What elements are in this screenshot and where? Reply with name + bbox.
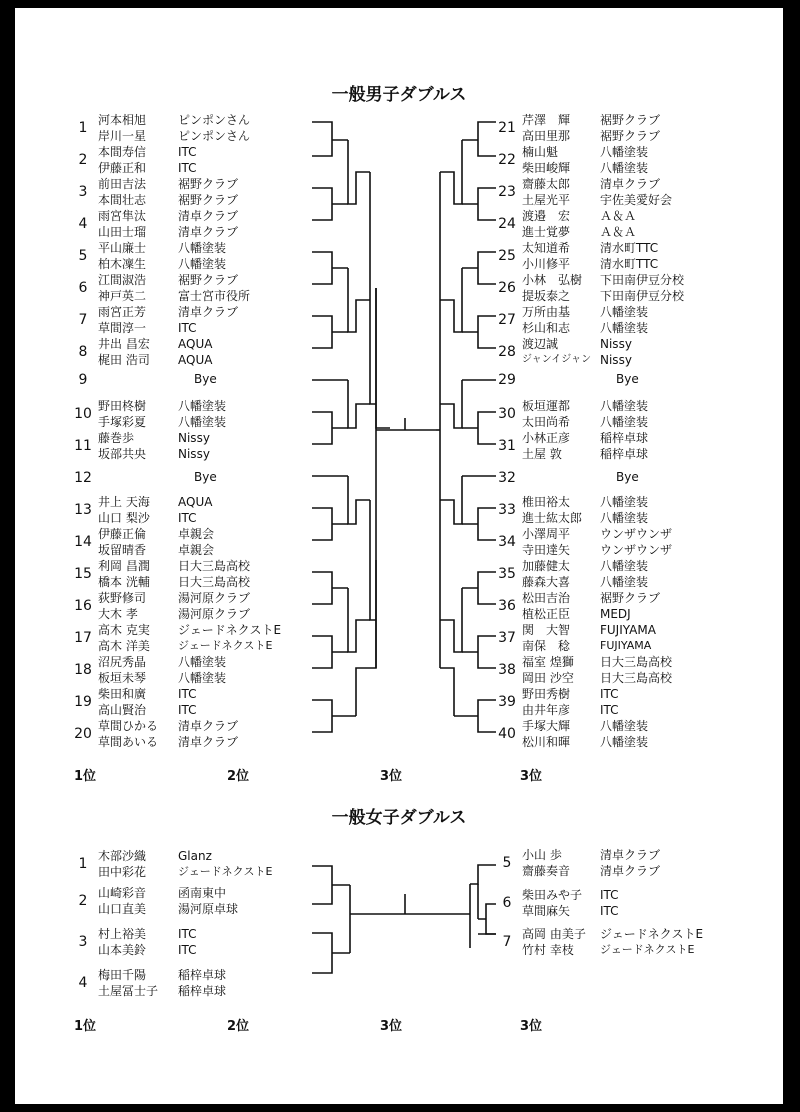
club-name: ITC [178,511,197,525]
entry-number: 22 [498,152,516,168]
player-name: 土屋 敦 [522,447,562,461]
bracket-line [470,884,478,948]
player-name: 荻野修司 [98,591,147,605]
bracket-line [348,476,370,524]
player-name: 雨宮隼汰 [98,209,147,223]
player-name: 山口 梨沙 [98,511,150,525]
bracket-line [348,268,370,332]
player-name: 楠山魁 [522,145,559,159]
player-name: 山田士瑠 [98,225,147,239]
club-name: 富士宮市役所 [178,289,251,303]
club-name: ウンザウンザ [600,527,673,541]
player-name: 板垣未琴 [98,671,147,685]
entry-number: 34 [498,534,516,550]
entry-number: 37 [498,630,516,646]
entry-number: 7 [502,934,512,950]
player-name: 提坂泰之 [522,289,571,303]
club-name: ジェードネクストE [600,927,704,941]
men-footer-2nd: 2位 [227,769,250,784]
player-name: 利岡 昌潤 [98,559,150,573]
entry-number: 18 [74,662,92,678]
club-name: 八幡塗装 [600,735,649,749]
player-name: 山口直美 [98,902,147,916]
club-name: 清卓クラブ [178,719,239,733]
men-doubles-title: 一般男子ダブルス [331,85,467,105]
player-name: 椎田裕太 [522,495,571,509]
club-name: 裾野クラブ [600,113,661,127]
bracket-line [312,636,348,668]
player-name: 伊藤正和 [98,161,147,175]
club-name: ジェードネクストE [178,865,273,878]
club-name: 八幡塗装 [178,257,227,271]
club-name: Nissy [600,353,632,367]
club-name: 稲梓卓球 [600,431,649,445]
club-name: 下田南伊豆分校 [600,289,685,303]
entry-number: 1 [78,120,88,136]
bracket-line [312,700,356,732]
player-name: 井上 天海 [98,495,150,509]
entry-number: 25 [498,248,516,264]
entry-number: 33 [498,502,516,518]
player-name: 加藤健太 [522,559,571,573]
player-name: 平山廉士 [98,241,147,255]
player-name: 高山賢治 [98,703,147,717]
player-name: 藤森大喜 [522,575,571,589]
entry-number: 10 [74,406,92,422]
club-name: 八幡塗装 [600,719,649,733]
player-name: 雨宮正芳 [98,305,147,319]
entry-number: 27 [498,312,516,328]
player-name: 小林 弘樹 [522,273,583,287]
entry-number: 4 [78,975,88,991]
player-name: 本間壮志 [98,193,147,207]
bracket-line [312,316,348,348]
club-name: FUJIYAMA [600,639,652,652]
entry-number: 2 [78,152,88,168]
club-name: 八幡塗装 [178,241,227,255]
player-name: 土屋冨士子 [98,984,159,998]
bracket-line [312,252,348,284]
club-name: 清水町TTC [600,257,659,271]
club-name: ITC [178,927,197,941]
club-name: 湯河原クラブ [178,591,251,605]
women-doubles-title: 一般女子ダブルス [331,808,467,828]
entry-number: 21 [498,120,516,136]
bye-label: Bye [616,470,639,484]
player-name: 山本美鈴 [98,943,147,957]
bracket-line [356,500,376,716]
player-name: ジャンイジャン [522,354,592,365]
club-name: ITC [178,145,197,159]
club-name: 八幡塗装 [600,161,649,175]
club-name: Nissy [178,447,210,461]
player-name: 板垣運都 [522,399,571,413]
player-name: 関 大智 [522,623,571,637]
bracket-line [312,933,350,973]
entry-number: 7 [78,312,88,328]
player-name: 柴田みや子 [522,888,583,902]
club-name: ウンザウンザ [600,543,673,557]
entry-number: 12 [74,470,92,486]
player-name: 竹村 幸枝 [522,943,574,957]
club-name: ピンポンさん [178,113,251,127]
bracket-line [312,508,348,540]
player-name: 河本相旭 [98,113,147,127]
bracket-line [440,476,462,524]
entry-number: 1 [78,856,88,872]
club-name: 裾野クラブ [178,273,239,287]
club-name: 清卓クラブ [600,848,661,862]
bracket-line [312,412,348,444]
club-name: ITC [178,687,197,701]
bracket-line [312,122,348,156]
player-name: 坂留晴香 [98,543,147,557]
bracket-lines [15,8,783,1104]
player-name: 柴田峻輝 [522,161,571,175]
player-name: 杉山和志 [522,321,571,335]
club-name: 裾野クラブ [178,193,239,207]
club-name: 湯河原クラブ [178,607,251,621]
club-name: 日大三島高校 [600,655,673,669]
player-name: 小川修平 [522,257,571,271]
player-name: 野田秀樹 [522,687,571,701]
club-name: 八幡塗装 [600,145,649,159]
club-name: Nissy [600,337,632,351]
club-name: 八幡塗装 [600,511,649,525]
player-name: 渡辺誠 [522,337,559,351]
men-footer-3rd-a: 3位 [380,769,403,784]
club-name: 八幡塗装 [600,321,649,335]
entry-number: 39 [498,694,516,710]
bracket-line [462,572,496,604]
player-name: 柏木凜生 [98,257,147,271]
bracket-line [462,252,496,284]
player-name: 大木 孝 [98,607,138,621]
player-name: 松川和暉 [522,735,571,749]
entry-number: 32 [498,470,516,486]
bracket-line [462,316,496,348]
women-footer-1st: 1位 [74,1019,97,1034]
entry-number: 29 [498,372,516,388]
entry-number: 26 [498,280,516,296]
entry-number: 28 [498,344,516,360]
player-name: 小澤周平 [522,527,571,541]
club-name: 清卓クラブ [178,209,239,223]
bye-label: Bye [616,372,639,386]
player-name: 野田柊樹 [98,399,147,413]
club-name: ITC [600,888,619,902]
entry-number: 31 [498,438,516,454]
player-name: 手塚大輝 [522,719,571,733]
player-name: 岸川一星 [98,129,147,143]
entry-number: 8 [78,344,88,360]
club-name: 八幡塗装 [600,415,649,429]
player-name: 万所由基 [522,305,571,319]
bracket-sheet [15,8,783,1104]
club-name: ITC [600,703,619,717]
player-name: 坂部共央 [98,447,147,461]
entry-number: 30 [498,406,516,422]
entry-number: 24 [498,216,516,232]
player-name: 田中彩花 [98,865,147,879]
club-name: AQUA [178,495,213,509]
men-footer-3rd-b: 3位 [520,769,543,784]
entry-number: 17 [74,630,92,646]
player-name: 福室 煌獅 [522,655,574,669]
player-name: 松田吉治 [522,591,571,605]
bracket-line [370,172,390,428]
club-name: 八幡塗装 [178,655,227,669]
bracket-line [470,865,496,884]
bracket-line [348,380,370,428]
entry-number: 9 [78,372,88,388]
entry-number: 6 [78,280,88,296]
bracket-line [440,380,462,428]
bracket-line [348,588,370,652]
bracket-line [462,508,496,540]
bracket-line [462,636,496,668]
entry-number: 5 [78,248,88,264]
club-name: 清卓クラブ [600,864,661,878]
club-name: Glanz [178,849,212,863]
player-name: 井出 昌宏 [98,337,150,351]
player-name: 草間麻矢 [522,904,571,918]
player-name: 齋藤太郎 [522,177,571,191]
player-name: 前田吉法 [98,177,147,191]
player-name: 進士紘太郎 [522,511,583,525]
entry-number: 16 [74,598,92,614]
player-name: 進士覚夢 [522,225,571,239]
entry-number: 36 [498,598,516,614]
club-name: 日大三島高校 [178,559,251,573]
club-name: Ａ＆Ａ [600,225,637,239]
bracket-line [440,588,462,652]
club-name: 八幡塗装 [600,305,649,319]
club-name: 湯河原卓球 [178,902,239,916]
entry-number: 14 [74,534,92,550]
player-name: 太知道希 [522,241,571,255]
entry-number: 15 [74,566,92,582]
club-name: ITC [178,703,197,717]
club-name: 函南東中 [178,886,227,900]
player-name: 江間淑浩 [98,273,147,287]
club-name: ITC [178,161,197,175]
player-name: 高田里那 [522,129,571,143]
bye-label: Bye [194,372,217,386]
player-name: 柴田和廣 [98,687,147,701]
player-name: 渡邉 宏 [522,209,571,223]
bracket-line [440,268,462,332]
player-name: 植松正臣 [522,607,571,621]
player-name: 土屋光平 [522,193,571,207]
player-name: 寺田達矢 [522,543,571,557]
player-name: 草間あいる [98,735,159,749]
bracket-line [312,188,348,220]
bracket-line [462,188,496,220]
club-name: 下田南伊豆分校 [600,273,685,287]
entry-number: 4 [78,216,88,232]
men-footer-1st: 1位 [74,769,97,784]
club-name: MEDJ [600,607,631,621]
player-name: 芹澤 輝 [522,113,571,127]
club-name: AQUA [178,353,213,367]
player-name: 高木 洋美 [98,639,150,653]
bracket-line [312,866,350,904]
club-name: 裾野クラブ [178,177,239,191]
club-name: Ａ＆Ａ [600,209,637,223]
club-name: 清卓クラブ [178,225,239,239]
club-name: ピンポンさん [178,129,251,143]
club-name: 卓親会 [178,543,215,557]
bracket-line [440,140,462,204]
club-name: 稲梓卓球 [600,447,649,461]
club-name: 日大三島高校 [600,671,673,685]
bye-label: Bye [194,470,217,484]
club-name: ITC [178,321,197,335]
bracket-line [348,140,370,204]
women-footer-3rd-b: 3位 [520,1019,543,1034]
club-name: 卓親会 [178,527,215,541]
club-name: 八幡塗装 [600,495,649,509]
club-name: 稲梓卓球 [178,968,227,982]
club-name: FUJIYAMA [600,623,656,637]
club-name: 宇佐美愛好会 [600,193,673,207]
entry-number: 3 [78,934,88,950]
player-name: 高木 克実 [98,623,150,637]
entry-number: 35 [498,566,516,582]
entry-number: 20 [74,726,92,742]
entry-number: 2 [78,893,88,909]
player-name: 小山 歩 [522,848,562,862]
club-name: 八幡塗装 [600,559,649,573]
club-name: 八幡塗装 [600,399,649,413]
entry-number: 3 [78,184,88,200]
entry-number: 6 [502,895,512,911]
player-name: 梅田千陽 [98,968,147,982]
player-name: 橋本 洸輔 [98,575,150,589]
bracket-line [440,172,454,716]
player-name: 山崎彩音 [98,886,147,900]
player-name: 太田尚希 [522,415,571,429]
club-name: ジェードネクストE [600,943,695,956]
club-name: ジェードネクストE [178,639,273,652]
player-name: 伊藤正倫 [98,527,147,541]
bracket-line [478,904,496,934]
club-name: 清卓クラブ [178,305,239,319]
club-name: 八幡塗装 [600,575,649,589]
women-footer-2nd: 2位 [227,1019,250,1034]
club-name: 日大三島高校 [178,575,251,589]
club-name: 八幡塗装 [178,399,227,413]
player-name: 村上裕美 [98,927,147,941]
club-name: 裾野クラブ [600,129,661,143]
club-name: 八幡塗装 [178,671,227,685]
bracket-line [454,700,496,732]
club-name: ITC [178,943,197,957]
club-name: 稲梓卓球 [178,984,227,998]
player-name: 由井年彦 [522,703,571,717]
player-name: 岡田 沙空 [522,671,574,685]
player-name: 神戸英二 [98,289,147,303]
player-name: 齋藤奏音 [522,864,571,878]
entry-number: 11 [74,438,92,454]
player-name: 藤巻歩 [98,431,135,445]
club-name: 裾野クラブ [600,591,661,605]
player-name: 南保 稔 [522,639,571,653]
club-name: ジェードネクストE [178,623,282,637]
entry-number: 38 [498,662,516,678]
bracket-line [462,412,496,444]
player-name: 木部沙織 [98,849,147,863]
entry-number: 23 [498,184,516,200]
club-name: 清卓クラブ [178,735,239,749]
entry-number: 19 [74,694,92,710]
club-name: ITC [600,904,619,918]
player-name: 高岡 由美子 [522,927,586,941]
player-name: 梶田 浩司 [98,353,150,367]
player-name: 小林正彦 [522,431,571,445]
bracket-line [350,885,470,953]
women-footer-3rd-a: 3位 [380,1019,403,1034]
club-name: AQUA [178,337,213,351]
club-name: 清水町TTC [600,241,659,255]
bracket-line [462,122,496,156]
club-name: ITC [600,687,619,701]
club-name: 清卓クラブ [600,177,661,191]
club-name: Nissy [178,431,210,445]
player-name: 沼尻秀晶 [98,655,147,669]
player-name: 手塚彩夏 [98,415,147,429]
player-name: 草間淳一 [98,321,147,335]
entry-number: 40 [498,726,516,742]
bracket-line [312,572,348,604]
club-name: 八幡塗装 [178,415,227,429]
entry-number: 5 [502,855,512,871]
player-name: 草間ひかる [98,719,159,733]
entry-number: 13 [74,502,92,518]
player-name: 本間寿信 [98,145,147,159]
